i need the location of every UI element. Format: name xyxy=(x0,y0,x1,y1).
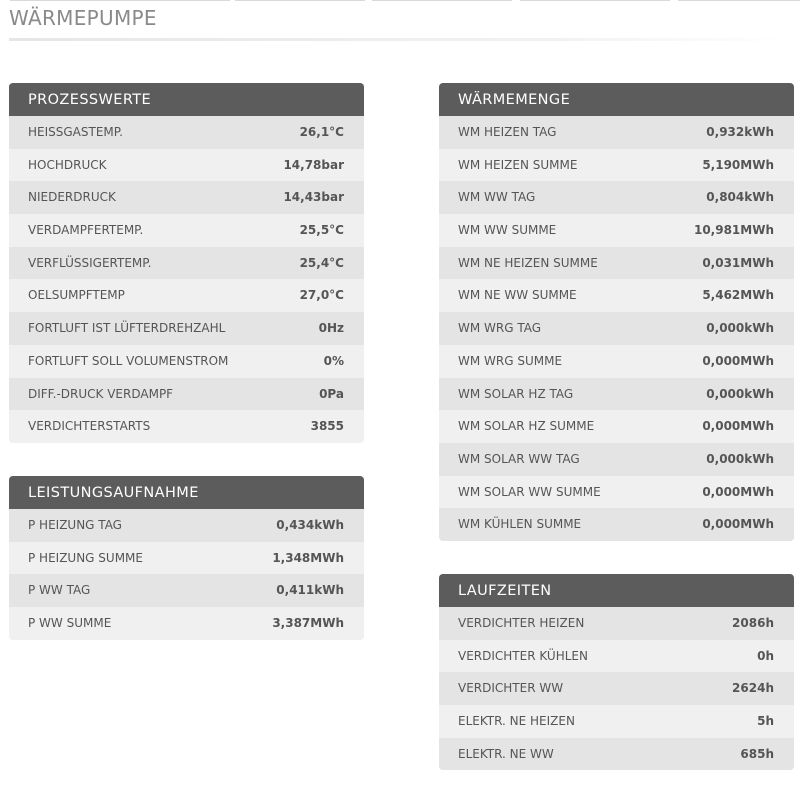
table-row xyxy=(439,116,794,149)
row-value: 3,387MWh xyxy=(272,616,344,631)
table-row xyxy=(9,607,364,640)
row-value: 10,981MWh xyxy=(693,223,774,238)
panel-waermemenge xyxy=(439,83,794,541)
table-row xyxy=(439,279,794,312)
row-label: WM HEIZEN TAG xyxy=(458,125,557,139)
table-row xyxy=(439,443,794,476)
row-label: WM SOLAR WW SUMME xyxy=(458,484,601,499)
row-label: WM WRG TAG xyxy=(458,321,542,336)
table-row xyxy=(439,312,794,345)
table-row xyxy=(439,476,794,509)
row-value: 5,462MWh xyxy=(702,288,774,303)
row-label: DIFF.-DRUCK VERDAMPF xyxy=(28,386,174,401)
row-value: 0,000MWh xyxy=(702,353,774,368)
row-value: 3855 xyxy=(310,419,344,434)
table-row xyxy=(9,378,364,411)
rows-waermemenge xyxy=(439,116,794,541)
table-row xyxy=(439,410,794,443)
table-row xyxy=(439,345,794,378)
row-label: WM HEIZEN SUMME xyxy=(458,157,578,172)
row-value: 0,411kWh xyxy=(276,583,344,598)
row-label: WM WRG SUMME xyxy=(458,353,563,368)
row-label: VERDAMPFERTEMP. xyxy=(28,223,144,238)
row-value: 0Hz xyxy=(318,321,344,336)
row-label: HEISSGASTEMP. xyxy=(28,125,123,139)
row-value: 0,932kWh xyxy=(706,125,774,139)
row-value: 685h xyxy=(740,746,774,761)
row-value: 0,000MWh xyxy=(702,517,774,532)
row-value: 2624h xyxy=(732,681,774,696)
row-label: HOCHDRUCK xyxy=(28,157,107,172)
row-value: 0,000MWh xyxy=(702,419,774,434)
table-row xyxy=(439,640,794,673)
table-row xyxy=(439,508,794,541)
row-value: 5,190MWh xyxy=(702,157,774,172)
row-value: 0,031MWh xyxy=(702,255,774,270)
panel-leistungsaufnahme xyxy=(9,476,364,640)
table-row xyxy=(9,410,364,443)
row-value: 1,348MWh xyxy=(272,550,344,565)
row-value: 0,000MWh xyxy=(702,484,774,499)
panel-header-prozesswerte: PROZESSWERTE xyxy=(9,83,364,116)
row-value: 2086h xyxy=(732,616,774,630)
row-label: P WW SUMME xyxy=(28,616,112,631)
table-row xyxy=(439,607,794,640)
row-label: WM SOLAR WW TAG xyxy=(458,451,580,466)
row-value: 0,000kWh xyxy=(706,321,774,336)
table-row xyxy=(439,378,794,411)
table-row xyxy=(9,509,364,542)
rows-laufzeiten xyxy=(439,607,794,770)
table-row xyxy=(439,705,794,738)
row-label: WM WW SUMME xyxy=(458,223,557,238)
table-row xyxy=(9,542,364,575)
row-value: 0% xyxy=(323,353,344,368)
row-value: 14,78bar xyxy=(283,157,344,172)
row-label: FORTLUFT IST LÜFTERDREHZAHL xyxy=(28,321,226,336)
row-value: 0h xyxy=(757,648,774,663)
row-label: VERDICHTER KÜHLEN xyxy=(458,648,588,663)
table-row xyxy=(439,672,794,705)
row-label: WM KÜHLEN SUMME xyxy=(458,517,582,532)
row-value: 27,0°C xyxy=(299,288,344,303)
rows-prozesswerte xyxy=(9,116,364,443)
table-row xyxy=(9,181,364,214)
table-row xyxy=(439,738,794,771)
row-value: 5h xyxy=(757,714,774,729)
table-row xyxy=(439,247,794,280)
row-value: 0Pa xyxy=(319,386,344,401)
row-label: OELSUMPFTEMP xyxy=(28,288,125,303)
row-label: P HEIZUNG TAG xyxy=(28,518,122,532)
table-row xyxy=(439,214,794,247)
table-row xyxy=(9,279,364,312)
row-label: VERDICHTERSTARTS xyxy=(28,419,151,434)
row-label: VERDICHTER WW xyxy=(458,681,564,696)
rows-leistungsaufnahme xyxy=(9,509,364,640)
table-row xyxy=(439,181,794,214)
row-label: WM WW TAG xyxy=(458,190,536,205)
row-label: WM SOLAR HZ TAG xyxy=(458,386,574,401)
panel-laufzeiten xyxy=(439,574,794,770)
row-label: VERFLÜSSIGERTEMP. xyxy=(28,255,152,270)
row-value: 25,5°C xyxy=(299,223,344,238)
row-value: 14,43bar xyxy=(283,190,344,205)
table-row xyxy=(9,214,364,247)
row-label: ELEKTR. NE WW xyxy=(458,746,554,761)
row-label: NIEDERDRUCK xyxy=(28,190,116,205)
title-divider xyxy=(9,38,792,41)
row-label: VERDICHTER HEIZEN xyxy=(458,616,585,630)
row-label: FORTLUFT SOLL VOLUMENSTROM xyxy=(28,353,229,368)
row-value: 25,4°C xyxy=(299,255,344,270)
row-label: P WW TAG xyxy=(28,583,91,598)
row-label: P HEIZUNG SUMME xyxy=(28,550,143,565)
panel-header-laufzeiten: LAUFZEITEN xyxy=(439,574,794,607)
table-row xyxy=(439,149,794,182)
row-label: WM NE WW SUMME xyxy=(458,288,577,303)
row-label: WM SOLAR HZ SUMME xyxy=(458,419,595,434)
row-value: 26,1°C xyxy=(299,125,344,139)
panel-header-leistungsaufnahme: LEISTUNGSAUFNAHME xyxy=(9,476,364,509)
row-value: 0,000kWh xyxy=(706,451,774,466)
table-row xyxy=(9,312,364,345)
row-value: 0,804kWh xyxy=(706,190,774,205)
table-row xyxy=(9,149,364,182)
panel-prozesswerte xyxy=(9,83,364,443)
row-label: ELEKTR. NE HEIZEN xyxy=(458,714,575,729)
table-row xyxy=(9,574,364,607)
row-value: 0,000kWh xyxy=(706,386,774,401)
page-title: WÄRMEPUMPE xyxy=(9,6,157,30)
row-label: WM NE HEIZEN SUMME xyxy=(458,255,598,270)
top-tab-strip xyxy=(0,0,810,3)
table-row xyxy=(9,247,364,280)
panel-header-waermemenge: WÄRMEMENGE xyxy=(439,83,794,116)
row-value: 0,434kWh xyxy=(276,518,344,532)
table-row xyxy=(9,345,364,378)
table-row xyxy=(9,116,364,149)
